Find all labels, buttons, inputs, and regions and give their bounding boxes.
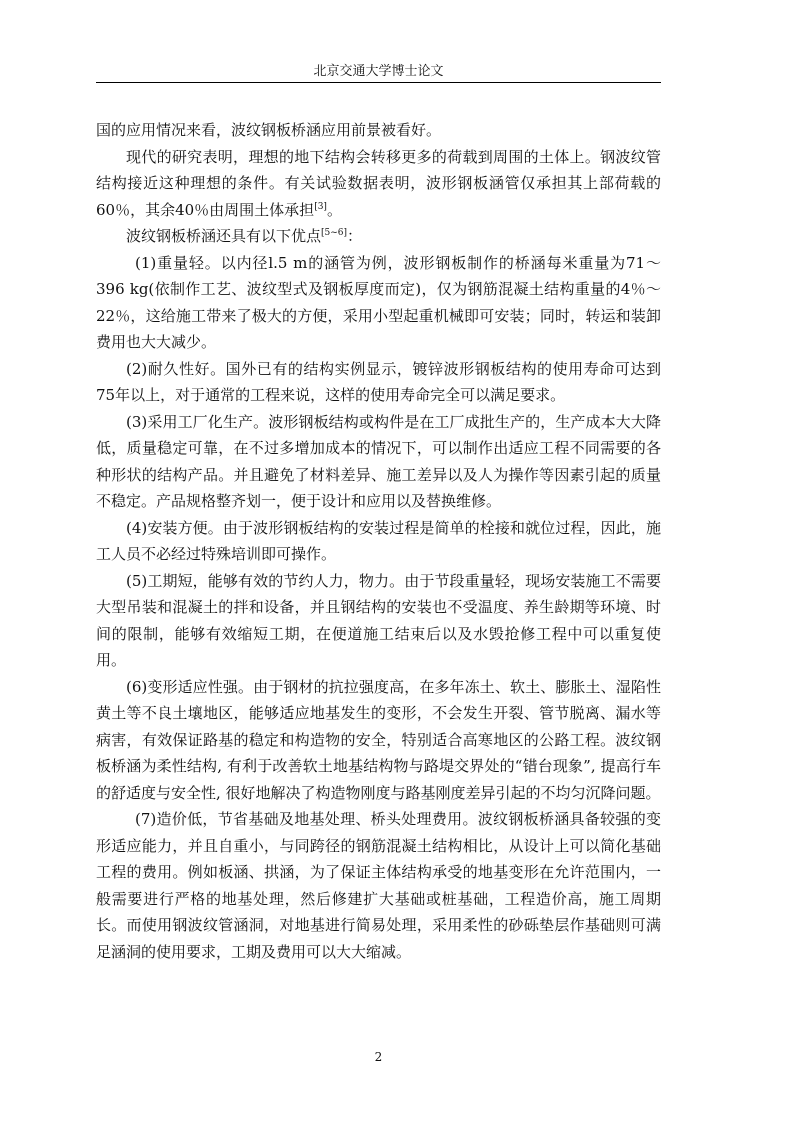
paragraph-text: (1)重量轻。以内径l.5 m的涵管为例，波形钢板制作的桥涵每米重量为71～396 kg(依制作工艺、波纹型式及钢板厚度而定)，仅为钢筋混凝土结构重量的4％～22％，这给施工带来了极大的方便，采用小型起重机械即可安装；同时，转运和装卸费用也大大减少。 xyxy=(96,253,661,351)
paragraph-research xyxy=(96,144,661,224)
paragraph-advantage-3 xyxy=(96,409,661,515)
citation-ref: [5~6] xyxy=(321,228,348,238)
paragraph-continuation xyxy=(96,117,661,144)
page-number: 2 xyxy=(374,1050,383,1064)
running-header: 北京交通大学博士论文 xyxy=(313,64,444,79)
paragraph-text: (3)采用工厂化生产。波形钢板结构或构件是在工厂成批生产的，生产成本大大降低，质量稳定可靠，在不过多增加成本的情况下，可以制作出适应工程不同需要的各种形状的结构产品。并且避免了材料差异、施工差异以及人为操作等因素引起的质量不稳定。产品规格整齐划一，便于设计和应用以及替换维修。 xyxy=(96,412,661,510)
paragraph-advantage-6 xyxy=(96,674,661,807)
paragraph-advantage-5 xyxy=(96,568,661,674)
paragraph-advantage-4 xyxy=(96,515,661,568)
paragraph-text: 现代的研究表明，理想的地下结构会转移更多的荷载到周围的土体上。钢波纹管结构接近这种理想的条件。有关试验数据表明，波形钢板涵管仅承担其上部荷载的60％，其余40％由周围土体承担 xyxy=(96,147,661,219)
citation-ref: [3] xyxy=(314,201,327,212)
paragraph-end: 。 xyxy=(326,200,342,219)
paragraph-advantage-2 xyxy=(96,356,661,409)
paragraph-advantage-1 xyxy=(96,250,661,356)
paragraph-text: 国的应用情况来看，波纹钢板桥涵应用前景被看好。 xyxy=(96,121,442,139)
paragraph-text: (2)耐久性好。国外已有的结构实例显示，镀锌波形钢板结构的使用寿命可达到75年以上，对于通常的工程来说，这样的使用寿命完全可以满足要求。 xyxy=(96,359,661,404)
body-text xyxy=(96,117,661,965)
paragraph-text: (5)工期短，能够有效的节约人力，物力。由于节段重量轻，现场安装施工不需要大型吊装和混凝土的拌和设备，并且钢结构的安装也不受温度、养生龄期等环境、时间的限制，能够有效缩短工期，在便道施工结束后以及水毁抢修工程中可以重复使用。 xyxy=(96,571,661,669)
header-rule xyxy=(96,82,661,83)
paragraph-text: 波纹钢板桥涵还具有以下优点 xyxy=(126,227,322,245)
paragraph-advantage-7 xyxy=(96,806,661,965)
paragraph-advantages-intro xyxy=(96,223,661,250)
paragraph-text: (4)安装方便。由于波形钢板结构的安装过程是简单的栓接和就位过程，因此，施工人员不必经过特殊培训即可操作。 xyxy=(96,518,661,563)
paragraph-text: (6)变形适应性强。由于钢材的抗拉强度高，在多年冻土、软土、膨胀土、湿陷性黄土等不良土壤地区，能够适应地基发生的变形，不会发生开裂、管节脱离、漏水等病害，有效保证路基的稳定和构造物的安全，特别适合高寒地区的公路工程。波纹钢板桥涵为柔性结构, 有利于改善软土地基结构物与路堤交界处的“错台现象”, 提高行车的舒适度与安全性, 很好地解决了构造物刚度与路基刚度差异引起的不均匀沉降问题。 xyxy=(96,677,661,802)
paragraph-text: (7)造价低，节省基础及地基处理、桥头处理费用。波纹钢板桥涵具备较强的变形适应能力，并且自重小，与同跨径的钢筋混凝土结构相比，从设计上可以简化基础工程的费用。例如板涵、拱涵，为了保证主体结构承受的地基变形在允许范围内，一般需要进行严格的地基处理，然后修建扩大基础或桩基础，工程造价高，施工周期长。而使用钢波纹管涵洞，对地基进行简易处理，采用柔性的砂砾垫层作基础则可满足涵洞的使用要求，工期及费用可以大大缩减。 xyxy=(96,810,661,961)
paragraph-end: ： xyxy=(347,227,363,245)
